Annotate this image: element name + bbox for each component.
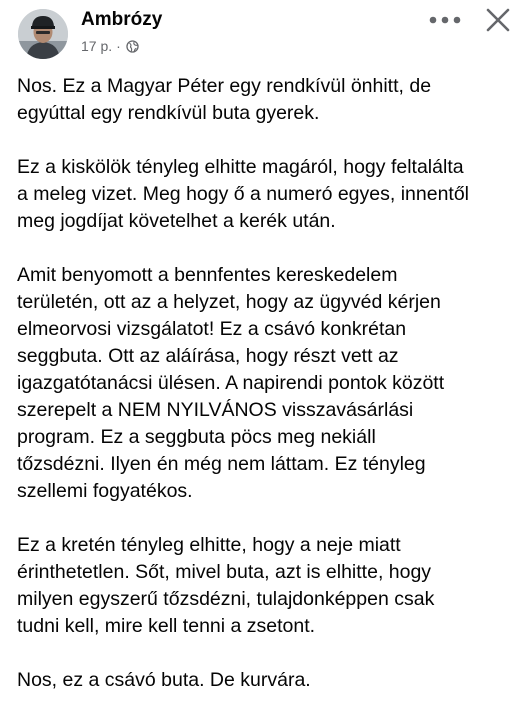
post-paragraph: Nos, ez a csávó buta. De kurvára. xyxy=(17,669,311,691)
close-button[interactable] xyxy=(480,2,516,38)
author-name[interactable]: Ambrózy xyxy=(81,9,163,30)
globe-icon xyxy=(126,40,139,53)
post-paragraph: Nos. Ez a Magyar Péter egy rendkívül önhitt, de egyúttal egy rendkívül buta gyerek. xyxy=(17,75,432,124)
close-icon xyxy=(485,7,511,33)
post-body xyxy=(17,73,517,721)
more-options-button[interactable] xyxy=(422,6,468,34)
post-paragraph: Amit benyomott a bennfentes kereskedelem területén, ott az a helyzet, hogy az ügyvéd kérjen elmeorvosi vizsgálatot! Ez a csávó konkrétan seggbuta. Ott az aláírása, hogy részt vett az igazgatótanácsi ülésen. A napirendi pontok között szerepelt a NEM NYILVÁNOS visszavásárlási program. Ez a seggbuta pöcs meg nekiáll tőzsdézni. Ilyen én még nem láttam. Ez tényleg szellemi fogyatékos. xyxy=(17,264,445,502)
post-paragraph: Ez a kretén tényleg elhitte, hogy a neje miatt érinthetetlen. Sőt, mivel buta, azt is elhitte, hogy milyen egyszerű tőzsdézni, tulajdonképpen csak tudni kell, mire kell tenni a zsetont. xyxy=(17,534,435,637)
post-time[interactable]: 17 p. xyxy=(81,38,113,54)
more-dots-icon xyxy=(425,15,465,25)
meta-separator: · xyxy=(116,38,121,54)
avatar[interactable] xyxy=(18,9,68,59)
post-paragraph: Ez a kiskölök tényleg elhitte magáról, hogy feltalálta a meleg vizet. Meg hogy ő a numeró egyes, innentől meg jogdíjat követelhet a kerék után. xyxy=(17,156,470,232)
post-header xyxy=(0,0,526,64)
post-meta xyxy=(81,38,139,54)
